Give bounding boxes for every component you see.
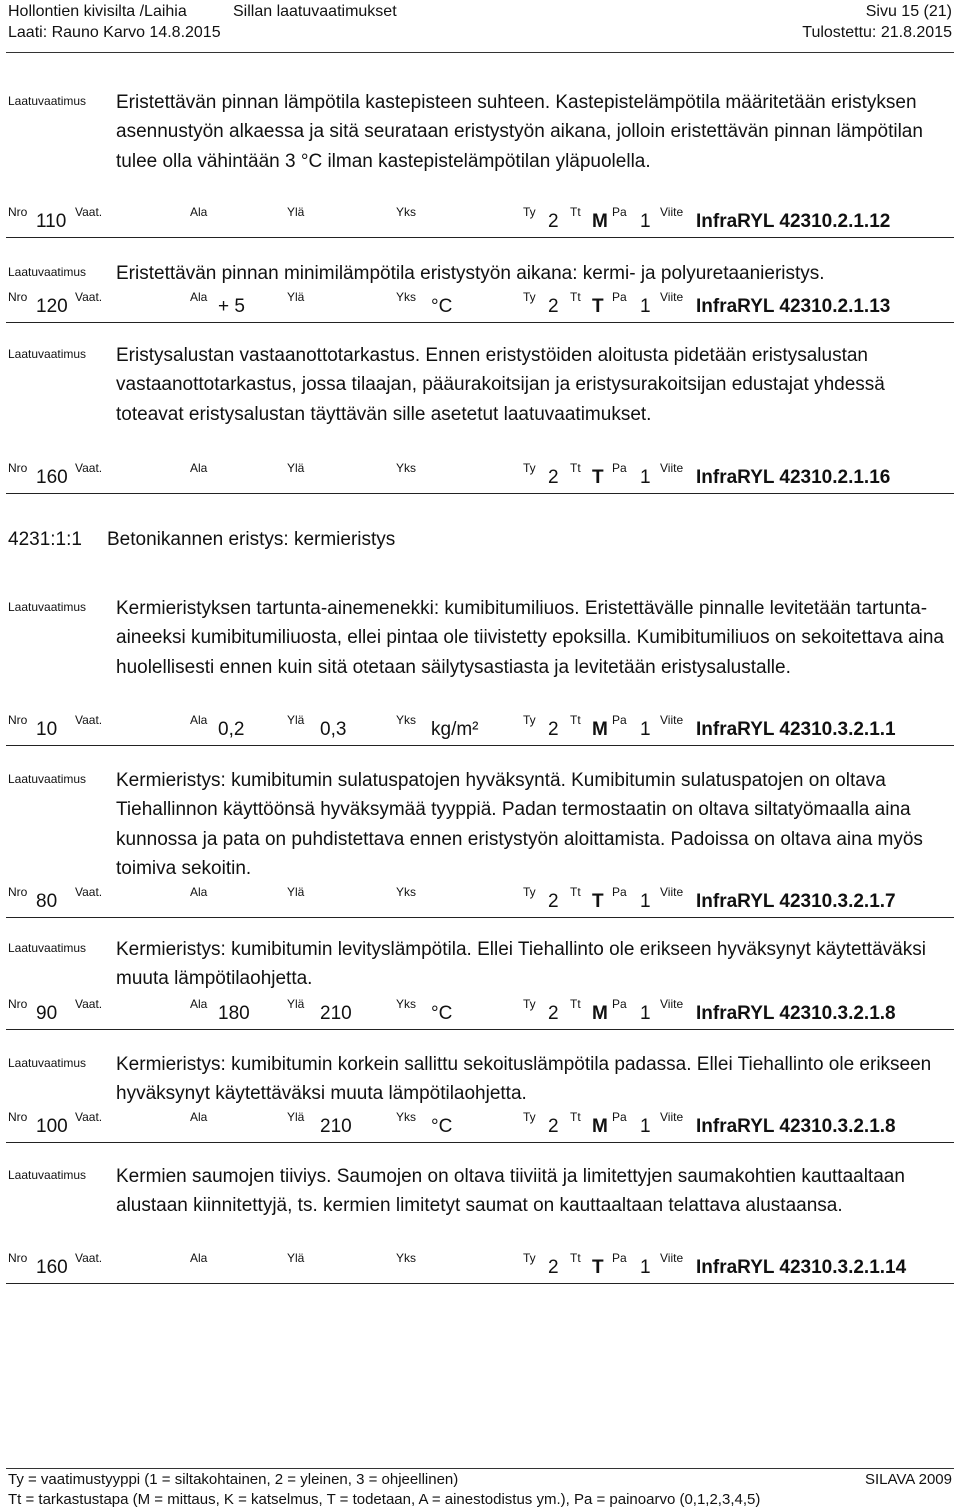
requirement-text: Kermien saumojen tiiviys. Saumojen on oltava tiiviitä ja limitettyjen saumakohtien kauttaaltaan alustaan kiinnitettyjä, ts. kermien limitetyt saumat on kauttaaltaan telattava alustaansa.	[116, 1166, 905, 1217]
nro-label: Nro	[8, 205, 28, 219]
nro-label: Nro	[8, 1251, 28, 1265]
tt-value: T	[592, 1257, 604, 1278]
ala-label: Ala	[190, 205, 208, 219]
pa-label: Pa	[612, 461, 627, 475]
nro-value: 80	[36, 891, 58, 912]
ala-label: Ala	[190, 713, 208, 727]
pa-value: 1	[640, 1257, 651, 1278]
yla-label: Ylä	[287, 461, 305, 475]
pa-value: 1	[640, 1003, 651, 1024]
laatuvaatimus-label: Laatuvaatimus	[8, 941, 87, 955]
project-name: Hollontien kivisilta /Laihia	[8, 3, 187, 20]
ty-value: 2	[548, 1116, 559, 1137]
viite-label: Viite	[660, 290, 684, 304]
yks-label: Yks	[396, 1251, 417, 1265]
row-underline	[6, 493, 954, 494]
requirement-meta-row	[0, 885, 960, 919]
yla-label: Ylä	[287, 290, 305, 304]
tt-label: Tt	[570, 205, 581, 219]
viite-value: InfraRYL 42310.3.2.1.1	[696, 719, 896, 740]
pa-value: 1	[640, 467, 651, 488]
vaat-label: Vaat.	[75, 205, 103, 219]
viite-label: Viite	[660, 461, 684, 475]
yks-label: Yks	[396, 290, 417, 304]
ala-label: Ala	[190, 290, 208, 304]
yks-label: Yks	[396, 997, 417, 1011]
print-date: Tulostettu: 21.8.2015	[802, 24, 952, 41]
requirement-meta-row	[0, 205, 960, 239]
ty-label: Ty	[523, 290, 536, 304]
tt-value: T	[592, 296, 604, 317]
tt-label: Tt	[570, 1110, 581, 1124]
ty-label: Ty	[523, 997, 536, 1011]
ty-value: 2	[548, 211, 559, 232]
ty-value: 2	[548, 1257, 559, 1278]
footer-rule	[6, 1468, 954, 1469]
pa-value: 1	[640, 719, 651, 740]
ty-label: Ty	[523, 885, 536, 899]
footer-brand: SILAVA 2009	[864, 1471, 952, 1488]
ty-value: 2	[548, 891, 559, 912]
row-underline	[6, 1283, 954, 1284]
laatuvaatimus-label: Laatuvaatimus	[8, 347, 87, 361]
vaat-label: Vaat.	[75, 713, 103, 727]
document-title: Sillan laatuvaatimukset	[233, 3, 397, 20]
row-underline	[6, 237, 954, 238]
author-info: Laati: Rauno Karvo 14.8.2015	[8, 24, 221, 41]
requirement-text: Kermieristys: kumibitumin korkein sallittu sekoituslämpötila padassa. Ellei Tiehallinto ole erikseen hyväksynyt käytettäväksi muuta lämpötilaohjetta.	[116, 1054, 932, 1105]
tt-value: T	[592, 467, 604, 488]
pa-value: 1	[640, 296, 651, 317]
section-code: 4231:1:1	[8, 529, 82, 550]
vaat-label: Vaat.	[75, 461, 103, 475]
ala-label: Ala	[190, 1110, 208, 1124]
vaat-label: Vaat.	[75, 997, 103, 1011]
row-underline	[6, 917, 954, 918]
vaat-label: Vaat.	[75, 1251, 103, 1265]
viite-value: InfraRYL 42310.3.2.1.8	[696, 1116, 896, 1137]
nro-label: Nro	[8, 997, 28, 1011]
yla-label: Ylä	[287, 885, 305, 899]
footer-ty-legend: Ty = vaatimustyyppi (1 = siltakohtainen, 2 = yleinen, 3 = ohjeellinen)	[8, 1471, 459, 1488]
requirement-meta-row	[0, 461, 960, 495]
viite-label: Viite	[660, 205, 684, 219]
yla-value: 210	[320, 1003, 352, 1024]
ala-label: Ala	[190, 461, 208, 475]
ala-value: + 5	[218, 296, 245, 317]
nro-value: 160	[36, 467, 68, 488]
viite-label: Viite	[660, 713, 684, 727]
vaat-label: Vaat.	[75, 885, 103, 899]
ty-value: 2	[548, 296, 559, 317]
ala-value: 180	[218, 1003, 250, 1024]
ty-label: Ty	[523, 461, 536, 475]
nro-value: 110	[36, 211, 67, 232]
viite-value: InfraRYL 42310.2.1.16	[696, 467, 891, 488]
row-underline	[6, 1142, 954, 1143]
tt-label: Tt	[570, 997, 581, 1011]
pa-value: 1	[640, 1116, 651, 1137]
pa-label: Pa	[612, 1251, 627, 1265]
ty-label: Ty	[523, 713, 536, 727]
tt-label: Tt	[570, 713, 581, 727]
viite-value: InfraRYL 42310.3.2.1.8	[696, 1003, 896, 1024]
viite-label: Viite	[660, 1251, 684, 1265]
laatuvaatimus-label: Laatuvaatimus	[8, 772, 87, 786]
requirement-text: Eristettävän pinnan minimilämpötila eristystyön aikana: kermi- ja polyuretaanieristys.	[116, 263, 825, 284]
yla-label: Ylä	[287, 713, 305, 727]
viite-value: InfraRYL 42310.3.2.1.14	[696, 1257, 907, 1278]
ty-label: Ty	[523, 205, 536, 219]
tt-label: Tt	[570, 885, 581, 899]
pa-value: 1	[640, 211, 651, 232]
requirement-text: Eristysalustan vastaanottotarkastus. Ennen eristystöiden aloitusta pidetään eristysalustan vastaanottotarkastus, jossa tilaajan, pääurakoitsijan ja eristysurakoitsijan edustajat yhdessä toteavat eristysalustan täyttävän sille asetetut laatuvaatimukset.	[116, 345, 885, 425]
laatuvaatimus-label: Laatuvaatimus	[8, 94, 87, 108]
requirement-meta-row	[0, 997, 960, 1031]
yla-label: Ylä	[287, 205, 305, 219]
ala-value: 0,2	[218, 719, 245, 740]
pa-value: 1	[640, 891, 651, 912]
yks-label: Yks	[396, 1110, 417, 1124]
viite-value: InfraRYL 42310.2.1.12	[696, 211, 891, 232]
ty-value: 2	[548, 467, 559, 488]
pa-label: Pa	[612, 997, 627, 1011]
requirement-text: Kermieristys: kumibitumin sulatuspatojen hyväksyntä. Kumibitumin sulatuspatojen on oltava Tiehallinnon käyttöönsä hyväksymää tyyppiä. Padan termostaatin on oltava siltatyömaalla aina kunnossa ja pata on puhdistettava ennen eristystyön aloittamista. Padoissa on oltava aina myös toimiva sekoitin.	[116, 770, 923, 880]
yla-value: 210	[320, 1116, 352, 1137]
yla-label: Ylä	[287, 1251, 305, 1265]
nro-label: Nro	[8, 885, 28, 899]
footer-tt-legend: Tt = tarkastustapa (M = mittaus, K = katselmus, T = todetaan, A = ainestodistus ym.), Pa = painoarvo (0,1,2,3,4,5)	[8, 1491, 761, 1508]
yks-value: °C	[431, 1003, 453, 1024]
nro-label: Nro	[8, 290, 28, 304]
tt-label: Tt	[570, 290, 581, 304]
pa-label: Pa	[612, 713, 627, 727]
yla-value: 0,3	[320, 719, 347, 740]
row-underline	[6, 1029, 954, 1030]
vaat-label: Vaat.	[75, 290, 103, 304]
nro-value: 90	[36, 1003, 58, 1024]
pa-label: Pa	[612, 1110, 627, 1124]
yla-label: Ylä	[287, 997, 305, 1011]
ty-label: Ty	[523, 1251, 536, 1265]
viite-value: InfraRYL 42310.3.2.1.7	[696, 891, 896, 912]
tt-value: M	[592, 719, 608, 740]
requirement-text: Eristettävän pinnan lämpötila kastepisteen suhteen. Kastepistelämpötila määritetään eristyksen asennustyön alkaessa ja sitä seurataan eristystyön aikana, jolloin eristettävän pinnan lämpötilan tulee olla vähintään 3 °C ilman kastepistelämpötilan yläpuolella.	[116, 92, 923, 172]
yks-label: Yks	[396, 205, 417, 219]
requirement-meta-row	[0, 1110, 960, 1144]
nro-value: 10	[36, 719, 58, 740]
header-rule	[6, 52, 954, 53]
requirement-text: Kermieristys: kumibitumin levityslämpötila. Ellei Tiehallinto ole erikseen hyväksynyt käytettäväksi muuta lämpötilaohjetta.	[116, 939, 926, 990]
nro-value: 120	[36, 296, 68, 317]
viite-label: Viite	[660, 1110, 684, 1124]
viite-label: Viite	[660, 885, 684, 899]
laatuvaatimus-label: Laatuvaatimus	[8, 265, 87, 279]
ty-value: 2	[548, 719, 559, 740]
yks-label: Yks	[396, 461, 417, 475]
nro-label: Nro	[8, 1110, 28, 1124]
section-title: Betonikannen eristys: kermieristys	[107, 529, 396, 550]
pa-label: Pa	[612, 205, 627, 219]
tt-value: M	[592, 211, 608, 232]
ty-value: 2	[548, 1003, 559, 1024]
row-underline	[6, 745, 954, 746]
viite-label: Viite	[660, 997, 684, 1011]
ala-label: Ala	[190, 1251, 208, 1265]
pa-label: Pa	[612, 290, 627, 304]
nro-value: 100	[36, 1116, 68, 1137]
laatuvaatimus-label: Laatuvaatimus	[8, 600, 87, 614]
tt-value: M	[592, 1003, 608, 1024]
requirement-meta-row	[0, 713, 960, 747]
yks-label: Yks	[396, 713, 417, 727]
ala-label: Ala	[190, 885, 208, 899]
yks-value: °C	[431, 296, 453, 317]
tt-label: Tt	[570, 461, 581, 475]
nro-label: Nro	[8, 461, 28, 475]
vaat-label: Vaat.	[75, 1110, 103, 1124]
row-underline	[6, 322, 954, 323]
requirement-meta-row	[0, 290, 960, 324]
yla-label: Ylä	[287, 1110, 305, 1124]
requirement-text: Kermieristyksen tartunta-ainemenekki: kumibitumiliuos. Eristettävälle pinnalle levitetään tartunta-aineeksi kumibitumiliuosta, ellei pintaa ole tiivistetty epoksilla. Kumibitumiliuos on sekoitettava aina huolellisesti ennen kuin sitä otetaan säilytysastiasta ja levitetään eristysalustalle.	[116, 598, 944, 678]
nro-label: Nro	[8, 713, 28, 727]
yks-label: Yks	[396, 885, 417, 899]
tt-value: T	[592, 891, 604, 912]
laatuvaatimus-label: Laatuvaatimus	[8, 1168, 87, 1182]
nro-value: 160	[36, 1257, 68, 1278]
page-number: Sivu 15 (21)	[865, 3, 952, 20]
yks-value: °C	[431, 1116, 453, 1137]
requirement-meta-row	[0, 1251, 960, 1285]
viite-value: InfraRYL 42310.2.1.13	[696, 296, 891, 317]
tt-label: Tt	[570, 1251, 581, 1265]
yks-value: kg/m²	[431, 719, 479, 740]
pa-label: Pa	[612, 885, 627, 899]
ty-label: Ty	[523, 1110, 536, 1124]
laatuvaatimus-label: Laatuvaatimus	[8, 1056, 87, 1070]
ala-label: Ala	[190, 997, 208, 1011]
tt-value: M	[592, 1116, 608, 1137]
